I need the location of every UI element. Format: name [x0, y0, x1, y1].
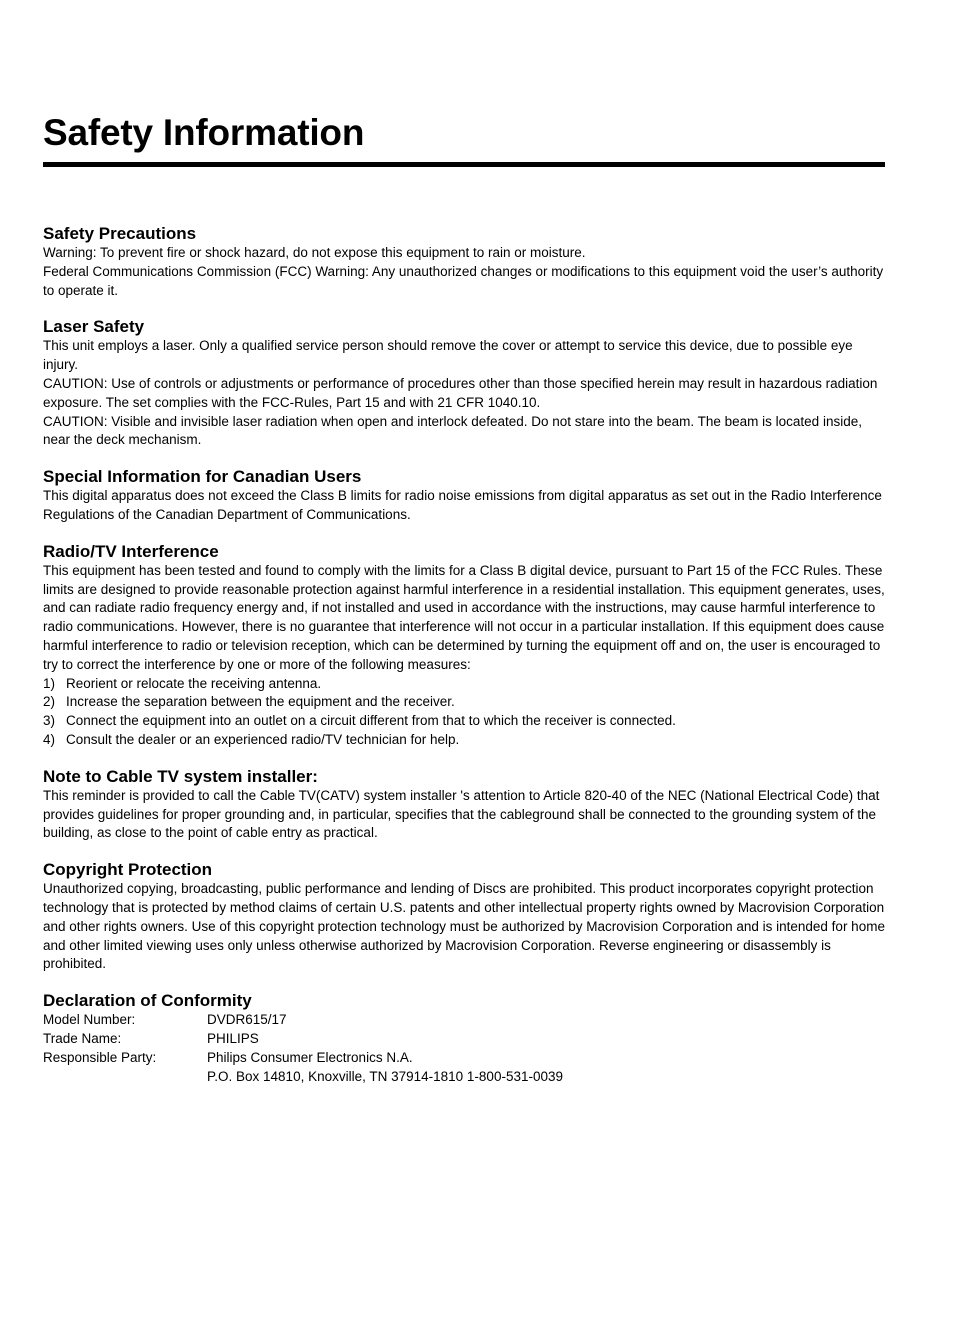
list-number: 3) — [43, 713, 56, 729]
list-item — [43, 712, 885, 731]
declaration-value: P.O. Box 14810, Knoxville, TN 37914-1810 1-800-531-0039 — [207, 1068, 563, 1084]
declaration-row — [43, 1049, 885, 1068]
paragraph: CAUTION: Use of controls or adjustments or performance of procedures other than those specified herein may result in hazardous radiation exposure. The set complies with the FCC-Rules, Part 15 and with 21 CFR 1040.10. — [43, 375, 878, 410]
section-heading: Safety Precautions — [43, 224, 197, 243]
list-text: Connect the equipment into an outlet on a circuit different from that to which the receiver is connected. — [66, 713, 676, 729]
paragraph: This digital apparatus does not exceed the Class B limits for radio noise emissions from digital apparatus as set out in the Radio Interference Regulations of the Canadian Department of Communications. — [43, 488, 882, 522]
section-copyright-protection — [43, 860, 885, 974]
section-heading: Declaration of Conformity — [43, 991, 252, 1011]
measures-list — [43, 675, 885, 750]
declaration-row — [43, 1030, 885, 1049]
section-heading: Copyright Protection — [43, 860, 213, 880]
declaration-label: Model Number: — [43, 1012, 136, 1028]
list-item — [43, 675, 885, 694]
paragraph: This unit employs a laser. Only a qualified service person should remove the cover or attempt to service this device, due to possible eye injury. — [43, 338, 853, 373]
list-text: Increase the separation between the equipment and the receiver. — [66, 694, 455, 710]
paragraph: Unauthorized copying, broadcasting, public performance and lending of Discs are prohibited. This product incorporates copyright protection technology that is protected by method claims of certain U.S. patents and other intellectual property rights owned by Macrovision Corporation and other rights owners. Use of this copyright protection technology must be authorized by Macrovision Corporation and is intended for home and other limited viewing uses only unless otherwise authorized by Macrovision Corporation. Reverse engineering or disassembly is prohibited. — [43, 881, 885, 972]
list-item — [43, 693, 885, 712]
declaration-label — [43, 1068, 207, 1087]
section-canadian-users — [43, 467, 885, 525]
page-title: Safety Information — [43, 112, 365, 153]
section-heading: Radio/TV Interference — [43, 541, 219, 561]
section-heading: Special Information for Canadian Users — [43, 467, 362, 487]
paragraph: This reminder is provided to call the Cable TV(CATV) system installer 's attention to Article 820-40 of the NEC (National Electrical Code) that provides guidelines for proper grounding and, in particular, specifies that the cableground shall be connected to the grounding system of the building, as close to the point of cable entry as practical. — [43, 787, 880, 841]
list-text: Reorient or relocate the receiving antenna. — [66, 675, 322, 691]
declaration-row — [43, 1011, 885, 1030]
declaration-value: Philips Consumer Electronics N.A. — [207, 1049, 413, 1065]
section-heading: Note to Cable TV system installer: — [43, 766, 318, 786]
paragraph: This equipment has been tested and found to comply with the limits for a Class B digital device, pursuant to Part 15 of the FCC Rules. These limits are designed to provide reasonable protection against harmful interference in a residential installation. This equipment generates, uses, and can radiate radio frequency energy and, if not installed and used in accordance with the instructions, may cause harmful interference to radio communications. However, there is no guarantee that interference will not occur in a particular installation. If this equipment does cause harmful interference to radio or television reception, which can be determined by turning the equipment off and on, the user is encouraged to try to correct the interference by one or more of the following measures: — [43, 562, 885, 672]
declaration-row — [43, 1068, 885, 1087]
section-declaration-of-conformity — [43, 991, 885, 1086]
document-body — [43, 224, 885, 1103]
section-cable-tv-installer — [43, 767, 885, 843]
paragraph: Warning: To prevent fire or shock hazard, do not expose this equipment to rain or moisture. — [43, 245, 586, 260]
declaration-label: Responsible Party: — [43, 1049, 157, 1065]
declaration-value: PHILIPS — [207, 1030, 259, 1046]
list-number: 4) — [43, 731, 56, 747]
list-item — [43, 731, 885, 750]
title-divider — [43, 162, 885, 167]
section-laser-safety — [43, 317, 885, 450]
section-safety-precautions — [43, 224, 885, 300]
paragraph: CAUTION: Visible and invisible laser radiation when open and interlock defeated. Do not stare into the beam. The beam is located inside, near the deck mechanism. — [43, 413, 862, 448]
declaration-label: Trade Name: — [43, 1030, 122, 1046]
list-number: 1) — [43, 675, 56, 691]
list-text: Consult the dealer or an experienced radio/TV technician for help. — [66, 731, 460, 747]
section-heading: Laser Safety — [43, 317, 145, 337]
declaration-value: DVDR615/17 — [207, 1012, 287, 1028]
section-radio-tv-interference — [43, 542, 885, 750]
list-number: 2) — [43, 694, 56, 710]
paragraph: Federal Communications Commission (FCC) Warning: Any unauthorized changes or modifications to this equipment void the user’s authority to operate it. — [43, 263, 884, 298]
